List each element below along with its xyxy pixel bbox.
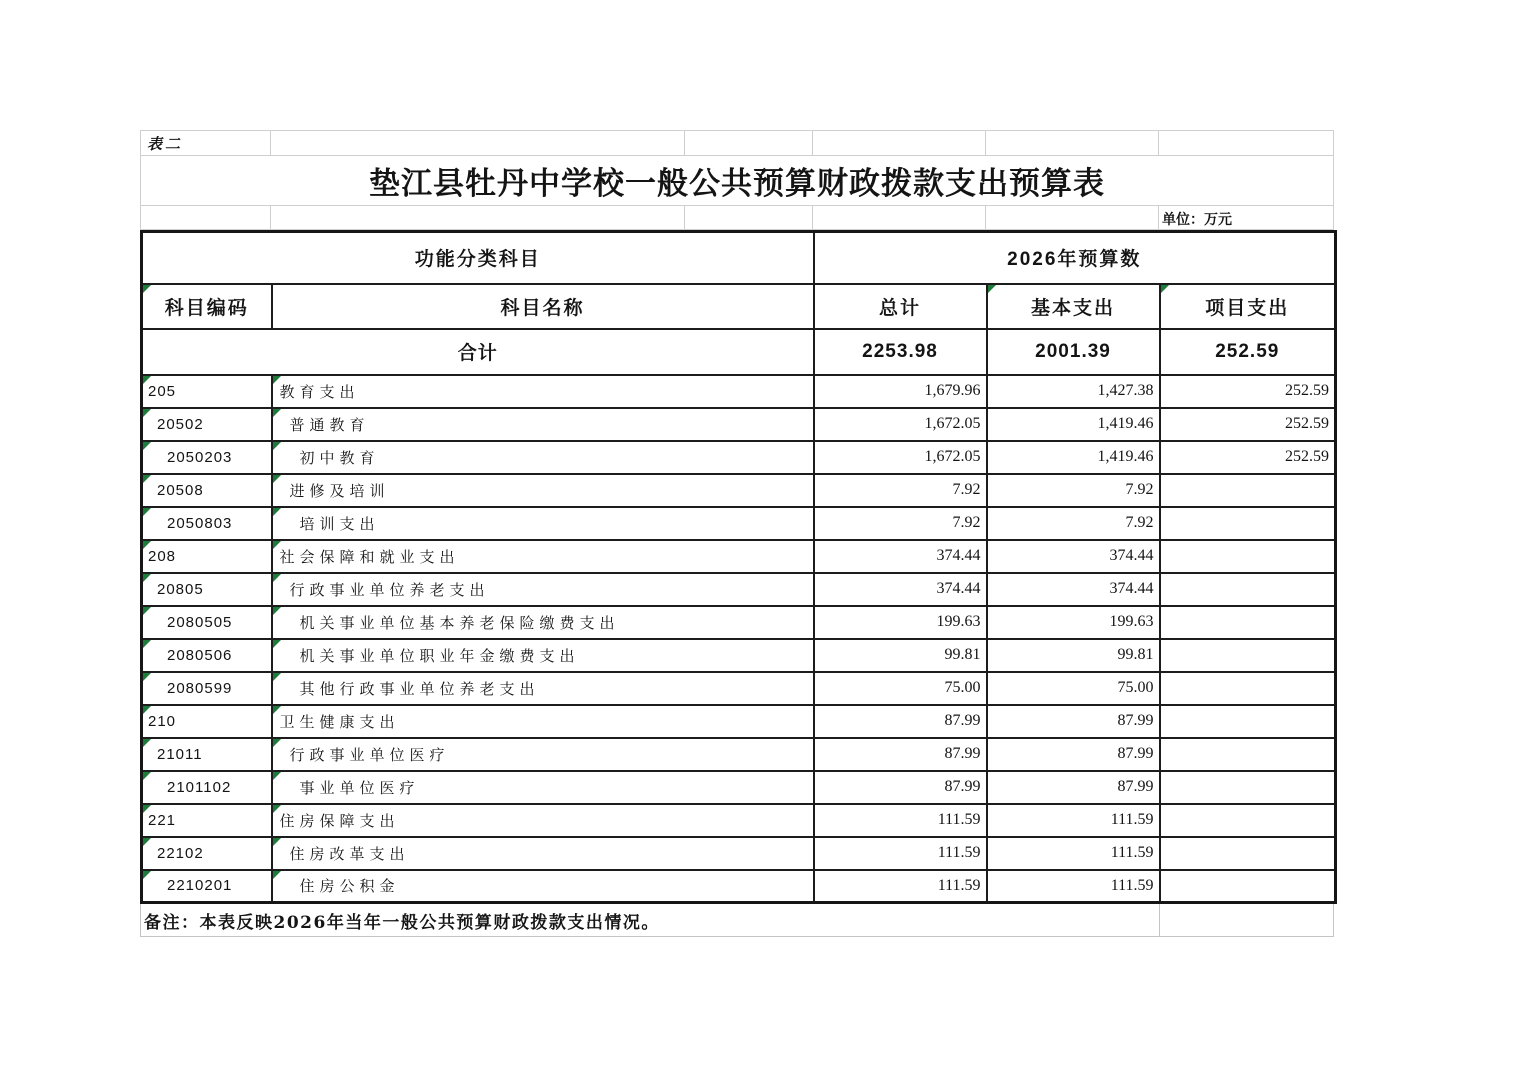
name-value: 事业单位医疗 bbox=[299, 778, 420, 797]
name-value: 卫生健康支出 bbox=[279, 712, 400, 731]
code-cell bbox=[142, 639, 272, 672]
title-row bbox=[141, 156, 1334, 206]
cell-flag-icon bbox=[273, 673, 281, 681]
project-cell bbox=[1160, 705, 1336, 738]
basic-cell: 99.81 bbox=[987, 639, 1160, 672]
cell-flag-icon bbox=[143, 442, 151, 450]
project-cell bbox=[1160, 573, 1336, 606]
cell-flag-icon bbox=[143, 285, 151, 293]
cell-flag-icon bbox=[273, 442, 281, 450]
cell-flag-icon bbox=[143, 607, 151, 615]
code-value: 2050203 bbox=[167, 448, 233, 466]
basic-cell: 111.59 bbox=[987, 870, 1160, 903]
name-value: 住房公积金 bbox=[299, 877, 400, 896]
name-cell bbox=[272, 771, 814, 804]
name-cell bbox=[272, 540, 814, 573]
cell-flag-icon bbox=[273, 739, 281, 747]
group-header-budget-year bbox=[814, 232, 1336, 284]
name-cell bbox=[272, 804, 814, 837]
column-header-name bbox=[272, 284, 814, 329]
project-cell: 252.59 bbox=[1160, 441, 1336, 474]
basic-cell: 111.59 bbox=[987, 804, 1160, 837]
basic-cell: 7.92 bbox=[987, 507, 1160, 540]
project-cell bbox=[1160, 540, 1336, 573]
cell-flag-icon bbox=[143, 706, 151, 714]
total-cell: 7.92 bbox=[814, 507, 987, 540]
summary-total-cell: 2253.98 bbox=[814, 329, 987, 375]
basic-cell: 87.99 bbox=[987, 738, 1160, 771]
column-header-basic bbox=[987, 284, 1160, 329]
summary-label-cell: 合计 bbox=[142, 329, 814, 375]
code-value: 205 bbox=[148, 382, 177, 400]
cell-flag-icon bbox=[273, 475, 281, 483]
column-header-project-label: 项目支出 bbox=[1205, 297, 1290, 319]
note-cell bbox=[141, 904, 1160, 937]
basic-cell: 374.44 bbox=[987, 573, 1160, 606]
group-header-budget-year-label: 2026年预算数 bbox=[1007, 249, 1142, 271]
name-cell bbox=[272, 474, 814, 507]
table-row bbox=[142, 375, 1336, 408]
name-cell bbox=[272, 738, 814, 771]
basic-cell: 7.92 bbox=[987, 474, 1160, 507]
cell-flag-icon bbox=[988, 285, 996, 293]
cell-flag-icon bbox=[143, 838, 151, 846]
cell-flag-icon bbox=[143, 871, 151, 879]
empty-cell bbox=[813, 206, 986, 230]
cell-flag-icon bbox=[273, 838, 281, 846]
table-row bbox=[142, 870, 1336, 903]
cell-flag-icon bbox=[143, 376, 151, 384]
name-value: 初中教育 bbox=[299, 448, 380, 467]
code-cell bbox=[142, 672, 272, 705]
column-header-total bbox=[814, 284, 987, 329]
name-value: 机关事业单位基本养老保险缴费支出 bbox=[299, 613, 620, 632]
top-grid bbox=[140, 130, 1334, 230]
project-cell bbox=[1160, 606, 1336, 639]
cell-flag-icon bbox=[273, 640, 281, 648]
table-row bbox=[142, 672, 1336, 705]
code-cell bbox=[142, 474, 272, 507]
code-cell bbox=[142, 375, 272, 408]
total-cell: 1,672.05 bbox=[814, 408, 987, 441]
total-cell: 374.44 bbox=[814, 573, 987, 606]
table-row bbox=[142, 474, 1336, 507]
cell-flag-icon bbox=[273, 409, 281, 417]
code-value: 22102 bbox=[157, 844, 204, 862]
name-value: 行政事业单位医疗 bbox=[289, 745, 450, 764]
basic-cell: 87.99 bbox=[987, 705, 1160, 738]
project-cell bbox=[1160, 738, 1336, 771]
total-cell: 87.99 bbox=[814, 705, 987, 738]
empty-cell bbox=[986, 206, 1159, 230]
basic-cell: 199.63 bbox=[987, 606, 1160, 639]
code-cell bbox=[142, 771, 272, 804]
cell-flag-icon bbox=[143, 475, 151, 483]
cell-flag-icon bbox=[273, 607, 281, 615]
basic-cell: 374.44 bbox=[987, 540, 1160, 573]
group-header-row bbox=[142, 232, 1336, 284]
empty-cell bbox=[141, 206, 271, 230]
name-cell bbox=[272, 672, 814, 705]
table-row bbox=[142, 441, 1336, 474]
code-cell bbox=[142, 606, 272, 639]
cell-flag-icon bbox=[273, 574, 281, 582]
project-cell: 252.59 bbox=[1160, 408, 1336, 441]
basic-cell: 111.59 bbox=[987, 837, 1160, 870]
name-value: 普通教育 bbox=[289, 415, 370, 434]
total-cell: 87.99 bbox=[814, 738, 987, 771]
basic-cell: 75.00 bbox=[987, 672, 1160, 705]
column-header-code bbox=[142, 284, 272, 329]
budget-table bbox=[140, 230, 1337, 904]
name-cell bbox=[272, 507, 814, 540]
column-header-total-label: 总计 bbox=[879, 297, 922, 319]
cell-flag-icon bbox=[143, 640, 151, 648]
note-row bbox=[140, 904, 1334, 937]
budget-document bbox=[140, 130, 1334, 937]
basic-cell: 87.99 bbox=[987, 771, 1160, 804]
group-header-function bbox=[142, 232, 814, 284]
unit-row bbox=[141, 206, 1334, 230]
table-row bbox=[142, 408, 1336, 441]
code-cell bbox=[142, 441, 272, 474]
total-cell: 374.44 bbox=[814, 540, 987, 573]
name-cell bbox=[272, 705, 814, 738]
total-cell: 7.92 bbox=[814, 474, 987, 507]
code-value: 2210201 bbox=[167, 877, 233, 895]
table-row bbox=[142, 573, 1336, 606]
cell-flag-icon bbox=[273, 508, 281, 516]
code-cell bbox=[142, 804, 272, 837]
name-value: 机关事业单位职业年金缴费支出 bbox=[299, 646, 580, 665]
empty-cell bbox=[813, 131, 986, 156]
basic-cell: 1,419.46 bbox=[987, 408, 1160, 441]
cell-flag-icon bbox=[143, 508, 151, 516]
cell-flag-icon bbox=[273, 706, 281, 714]
group-header-function-label: 功能分类科目 bbox=[414, 249, 541, 271]
total-cell: 87.99 bbox=[814, 771, 987, 804]
column-header-basic-label: 基本支出 bbox=[1031, 297, 1116, 319]
code-value: 2080505 bbox=[167, 613, 233, 631]
unit-label: 单位：万元 bbox=[1159, 206, 1334, 230]
project-cell bbox=[1160, 672, 1336, 705]
project-cell bbox=[1160, 804, 1336, 837]
empty-cell bbox=[685, 131, 813, 156]
cell-flag-icon bbox=[273, 376, 281, 384]
total-cell: 75.00 bbox=[814, 672, 987, 705]
cell-flag-icon bbox=[273, 805, 281, 813]
code-value: 210 bbox=[148, 712, 177, 730]
code-cell bbox=[142, 837, 272, 870]
project-cell bbox=[1160, 639, 1336, 672]
code-value: 21011 bbox=[157, 745, 203, 763]
cell-flag-icon bbox=[143, 772, 151, 780]
total-cell: 1,672.05 bbox=[814, 441, 987, 474]
code-value: 2050803 bbox=[167, 514, 233, 532]
total-cell: 199.63 bbox=[814, 606, 987, 639]
basic-cell: 1,419.46 bbox=[987, 441, 1160, 474]
name-cell bbox=[272, 606, 814, 639]
name-value: 住房改革支出 bbox=[289, 844, 410, 863]
table-row bbox=[142, 738, 1336, 771]
project-cell: 252.59 bbox=[1160, 375, 1336, 408]
name-value: 培训支出 bbox=[299, 514, 380, 533]
code-cell bbox=[142, 573, 272, 606]
column-header-code-label: 科目编码 bbox=[164, 297, 249, 319]
empty-cell bbox=[1159, 131, 1334, 156]
note-text: 备注：本表反映2026年当年一般公共预算财政拨款支出情况。 bbox=[144, 912, 660, 933]
name-value: 社会保障和就业支出 bbox=[279, 547, 460, 566]
total-cell: 111.59 bbox=[814, 870, 987, 903]
total-cell: 99.81 bbox=[814, 639, 987, 672]
column-header-name-label: 科目名称 bbox=[500, 297, 585, 319]
cell-flag-icon bbox=[273, 871, 281, 879]
code-value: 20805 bbox=[157, 580, 204, 598]
code-value: 20508 bbox=[157, 481, 204, 499]
column-header-row bbox=[142, 284, 1336, 329]
cell-flag-icon bbox=[273, 772, 281, 780]
cell-flag-icon bbox=[1161, 285, 1169, 293]
name-value: 其他行政事业单位养老支出 bbox=[299, 679, 540, 698]
table-row bbox=[142, 606, 1336, 639]
name-value: 教育支出 bbox=[279, 382, 360, 401]
cell-flag-icon bbox=[143, 805, 151, 813]
code-value: 2101102 bbox=[167, 778, 232, 796]
code-value: 2080506 bbox=[167, 646, 233, 664]
project-cell bbox=[1160, 837, 1336, 870]
empty-cell bbox=[685, 206, 813, 230]
table-row bbox=[142, 540, 1336, 573]
name-cell bbox=[272, 870, 814, 903]
cell-flag-icon bbox=[143, 409, 151, 417]
cell-flag-icon bbox=[143, 541, 151, 549]
empty-cell bbox=[271, 131, 685, 156]
cell-flag-icon bbox=[143, 574, 151, 582]
empty-cell bbox=[1160, 904, 1334, 937]
name-cell bbox=[272, 441, 814, 474]
summary-basic-cell: 2001.39 bbox=[987, 329, 1160, 375]
project-cell bbox=[1160, 771, 1336, 804]
code-cell bbox=[142, 705, 272, 738]
code-value: 2080599 bbox=[167, 679, 233, 697]
sheet-tag-label: 表二 bbox=[141, 131, 271, 156]
project-cell bbox=[1160, 507, 1336, 540]
cell-flag-icon bbox=[273, 541, 281, 549]
name-cell bbox=[272, 573, 814, 606]
code-value: 221 bbox=[148, 811, 177, 829]
empty-cell bbox=[986, 131, 1159, 156]
code-value: 208 bbox=[148, 547, 177, 565]
table-row bbox=[142, 771, 1336, 804]
code-cell bbox=[142, 507, 272, 540]
code-cell bbox=[142, 540, 272, 573]
column-header-project bbox=[1160, 284, 1336, 329]
budget-table-body bbox=[142, 232, 1336, 903]
name-value: 行政事业单位养老支出 bbox=[289, 580, 490, 599]
total-cell: 111.59 bbox=[814, 837, 987, 870]
project-cell bbox=[1160, 870, 1336, 903]
sheet-tag-row bbox=[141, 131, 1334, 156]
code-cell bbox=[142, 408, 272, 441]
project-cell bbox=[1160, 474, 1336, 507]
cell-flag-icon bbox=[143, 739, 151, 747]
name-cell bbox=[272, 639, 814, 672]
code-value: 20502 bbox=[157, 415, 204, 433]
summary-row bbox=[142, 329, 1336, 375]
empty-cell bbox=[271, 206, 685, 230]
table-row bbox=[142, 804, 1336, 837]
basic-cell: 1,427.38 bbox=[987, 375, 1160, 408]
code-cell bbox=[142, 738, 272, 771]
name-cell bbox=[272, 408, 814, 441]
cell-flag-icon bbox=[143, 673, 151, 681]
table-row bbox=[142, 705, 1336, 738]
table-row bbox=[142, 639, 1336, 672]
name-value: 住房保障支出 bbox=[279, 811, 400, 830]
summary-project-cell: 252.59 bbox=[1160, 329, 1336, 375]
table-row bbox=[142, 507, 1336, 540]
page-title: 垫江县牡丹中学校一般公共预算财政拨款支出预算表 bbox=[369, 166, 1105, 201]
total-cell: 1,679.96 bbox=[814, 375, 987, 408]
name-cell bbox=[272, 375, 814, 408]
code-cell bbox=[142, 870, 272, 903]
total-cell: 111.59 bbox=[814, 804, 987, 837]
name-cell bbox=[272, 837, 814, 870]
name-value: 进修及培训 bbox=[289, 481, 390, 500]
table-row bbox=[142, 837, 1336, 870]
